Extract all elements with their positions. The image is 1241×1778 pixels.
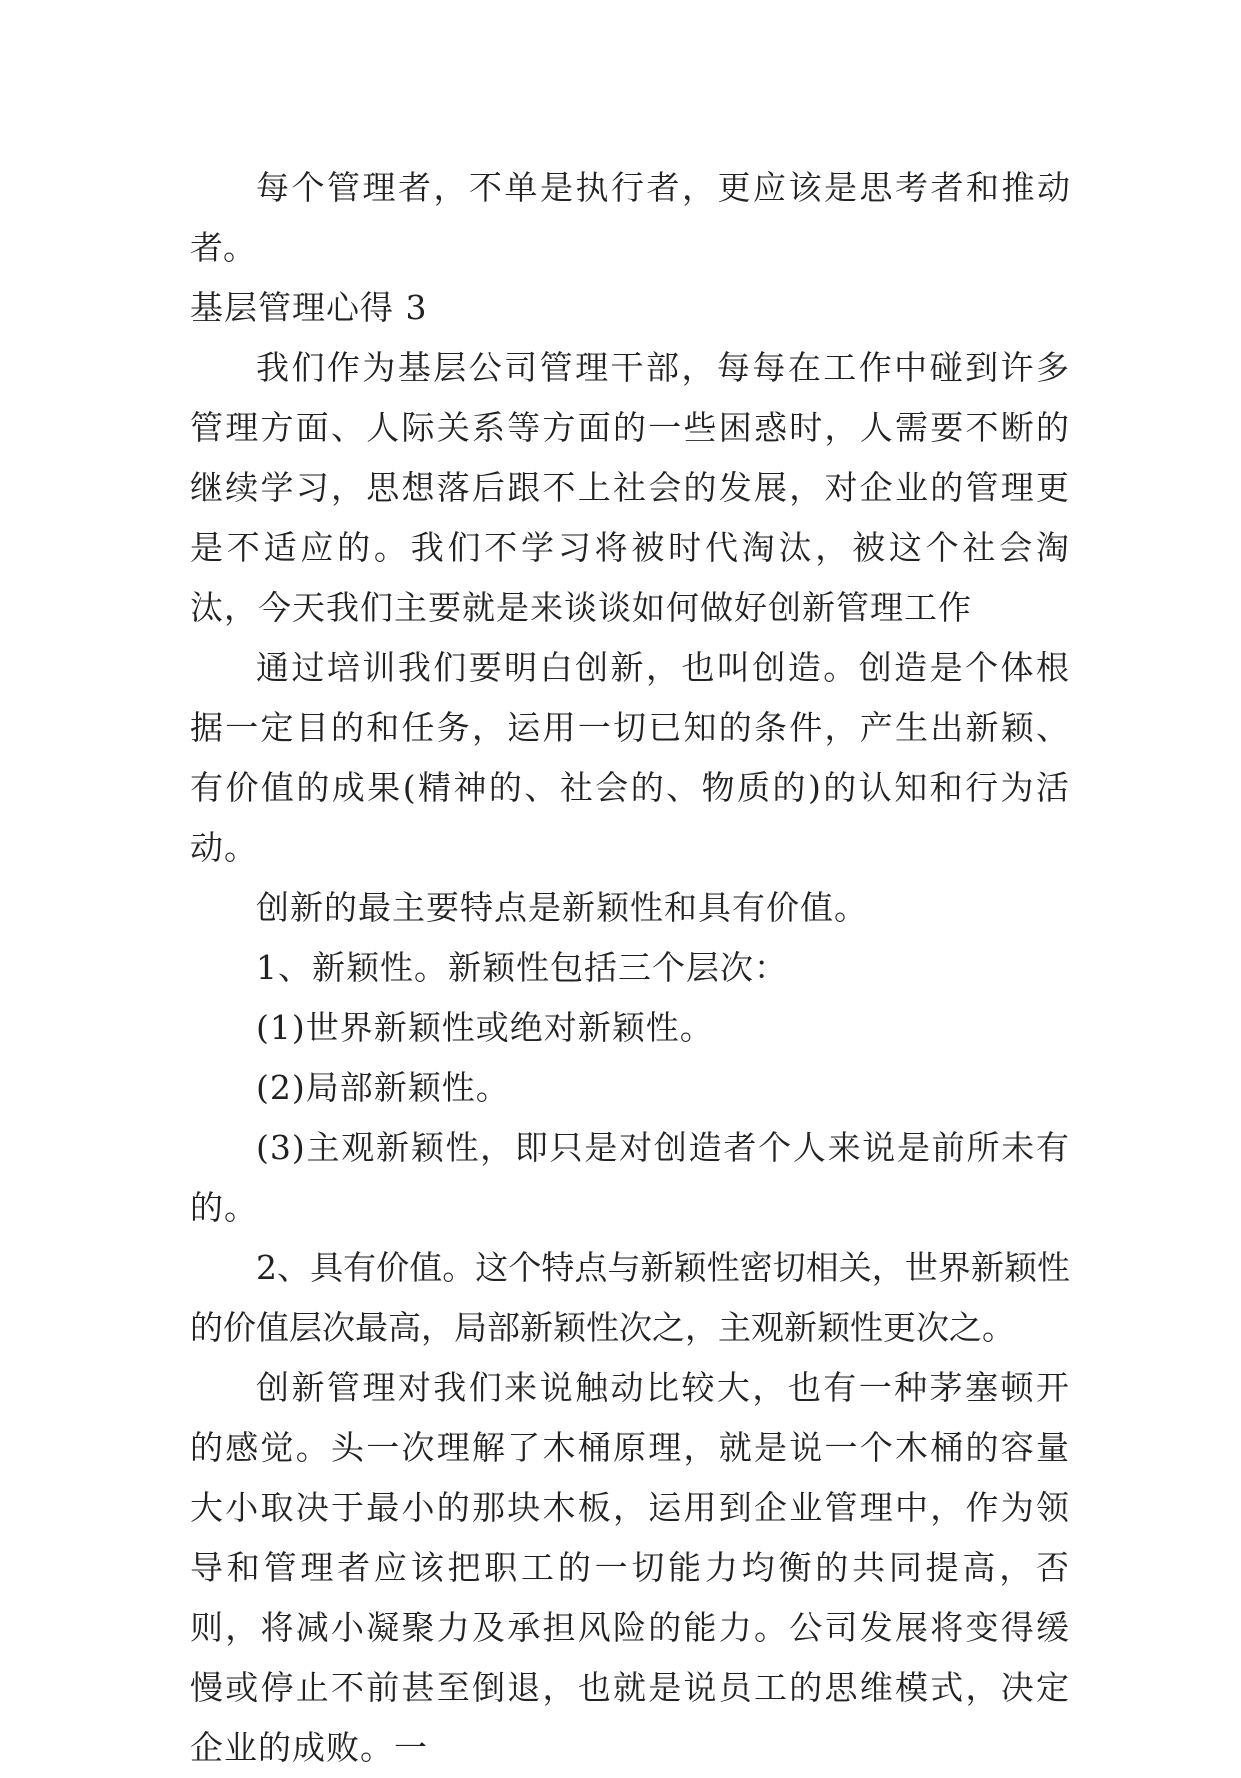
paragraph-novelty-level-1: (1)世界新颖性或绝对新颖性。: [256, 1008, 714, 1047]
document-page: [190, 158, 1070, 1778]
paragraph-barrel-principle: 创新管理对我们来说触动比较大，也有一种茅塞顿开的感觉。头一次理解了木桶原理，就是说一个木桶的容量大小取决于最小的那块木板，运用到企业管理中，作为领导和管理者应该把职工的一切能力均衡的共同提高，否则，将减小凝聚力及承担风险的能力。公司发展将变得缓慢或停止不前甚至倒退，也就是说员工的思维模式，决定企业的成败。一: [190, 1368, 1070, 1767]
paragraph-learning: 我们作为基层公司管理干部，每每在工作中碰到许多管理方面、人际关系等方面的一些困惑时，人需要不断的继续学习，思想落后跟不上社会的发展，对企业的管理更是不适应的。我们不学习将被时代淘汰，被这个社会淘汰，今天我们主要就是来谈谈如何做好创新管理工作: [190, 348, 1070, 627]
paragraph-innovation-features: 创新的最主要特点是新颖性和具有价值。: [256, 888, 868, 927]
section-title: 基层管理心得 3: [190, 288, 428, 327]
opening-paragraph: 每个管理者，不单是执行者，更应该是思考者和推动者。: [190, 168, 1070, 267]
paragraph-novelty-level-2: (2)局部新颖性。: [256, 1068, 510, 1107]
paragraph-innovation-definition: 通过培训我们要明白创新，也叫创造。创造是个体根据一定目的和任务，运用一切已知的条件，产生出新颖、有价值的成果(精神的、社会的、物质的)的认知和行为活动。: [190, 648, 1070, 867]
paragraph-value: 2、具有价值。这个特点与新颖性密切相关，世界新颖性的价值层次最高，局部新颖性次之，主观新颖性更次之。: [190, 1248, 1070, 1347]
paragraph-novelty-level-3: (3)主观新颖性，即只是对创造者个人来说是前所未有的。: [190, 1128, 1070, 1227]
paragraph-novelty: 1、新颖性。新颖性包括三个层次：: [256, 948, 788, 987]
